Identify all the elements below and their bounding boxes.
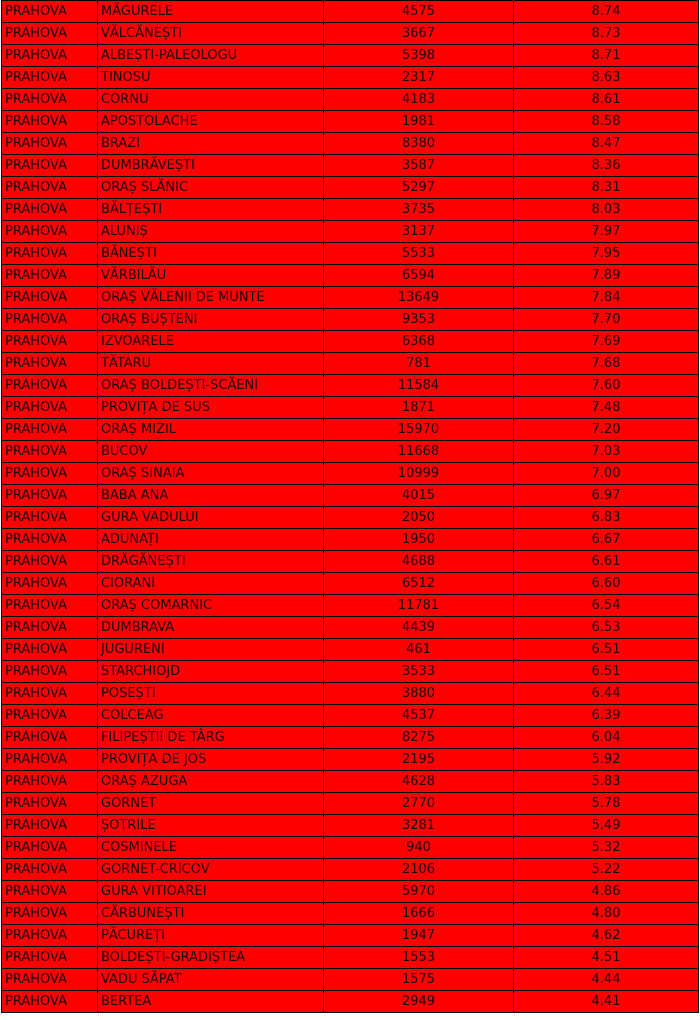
population-cell[interactable]: 2195 xyxy=(324,749,514,771)
locality-cell[interactable]: FILIPEȘTII DE TÂRG xyxy=(98,727,324,749)
county-cell[interactable]: PRAHOVA xyxy=(2,749,98,771)
county-cell[interactable]: PRAHOVA xyxy=(2,265,98,287)
table-row xyxy=(2,859,699,881)
rate-cell[interactable]: 6.97 xyxy=(514,485,699,507)
county-cell[interactable]: PRAHOVA xyxy=(2,199,98,221)
county-cell[interactable]: PRAHOVA xyxy=(2,771,98,793)
locality-cell[interactable]: ORAȘ BOLDEȘTI-SCĂENI xyxy=(98,375,324,397)
rate-cell[interactable]: 5.32 xyxy=(514,837,699,859)
population-cell[interactable]: 2050 xyxy=(324,507,514,529)
county-cell[interactable]: PRAHOVA xyxy=(2,815,98,837)
table-row xyxy=(2,573,699,595)
locality-cell[interactable]: PROVIȚA DE SUS xyxy=(98,397,324,419)
population-cell[interactable]: 3137 xyxy=(324,221,514,243)
population-cell[interactable]: 5398 xyxy=(324,45,514,67)
table-row xyxy=(2,485,699,507)
rate-cell[interactable]: 8.63 xyxy=(514,67,699,89)
rate-cell[interactable]: 8.36 xyxy=(514,155,699,177)
population-cell[interactable]: 8275 xyxy=(324,727,514,749)
rate-cell[interactable]: 5.83 xyxy=(514,771,699,793)
locality-cell[interactable]: BUCOV xyxy=(98,441,324,463)
county-cell[interactable]: PRAHOVA xyxy=(2,661,98,683)
rate-cell[interactable]: 7.00 xyxy=(514,463,699,485)
county-cell[interactable]: PRAHOVA xyxy=(2,45,98,67)
locality-cell[interactable]: ORAȘ VĂLENII DE MUNTE xyxy=(98,287,324,309)
table-row xyxy=(2,749,699,771)
table-row xyxy=(2,243,699,265)
locality-cell[interactable]: ORAȘ COMARNIC xyxy=(98,595,324,617)
locality-cell[interactable]: STARCHIOJD xyxy=(98,661,324,683)
table-row xyxy=(2,617,699,639)
rate-cell[interactable]: 7.48 xyxy=(514,397,699,419)
table-row xyxy=(2,23,699,45)
county-cell[interactable]: PRAHOVA xyxy=(2,133,98,155)
rate-cell[interactable]: 7.70 xyxy=(514,309,699,331)
county-cell[interactable]: PRAHOVA xyxy=(2,991,98,1013)
county-cell[interactable]: PRAHOVA xyxy=(2,573,98,595)
rate-cell[interactable]: 6.67 xyxy=(514,529,699,551)
county-cell[interactable]: PRAHOVA xyxy=(2,683,98,705)
locality-cell[interactable]: ORAȘ SINAIA xyxy=(98,463,324,485)
rate-cell[interactable]: 7.60 xyxy=(514,375,699,397)
rate-cell[interactable]: 7.69 xyxy=(514,331,699,353)
population-cell[interactable]: 11781 xyxy=(324,595,514,617)
population-cell[interactable]: 5970 xyxy=(324,881,514,903)
table-row xyxy=(2,155,699,177)
county-cell[interactable]: PRAHOVA xyxy=(2,727,98,749)
county-cell[interactable]: PRAHOVA xyxy=(2,331,98,353)
county-cell[interactable]: PRAHOVA xyxy=(2,881,98,903)
locality-cell[interactable]: ORAȘ MIZIL xyxy=(98,419,324,441)
population-cell[interactable]: 1575 xyxy=(324,969,514,991)
table-row xyxy=(2,89,699,111)
population-cell[interactable]: 3667 xyxy=(324,23,514,45)
rate-cell[interactable]: 4.80 xyxy=(514,903,699,925)
county-cell[interactable]: PRAHOVA xyxy=(2,595,98,617)
table-row xyxy=(2,683,699,705)
table-row xyxy=(2,309,699,331)
population-cell[interactable]: 3587 xyxy=(324,155,514,177)
county-cell[interactable]: PRAHOVA xyxy=(2,529,98,551)
county-cell[interactable]: PRAHOVA xyxy=(2,397,98,419)
locality-cell[interactable]: BĂLȚEȘTI xyxy=(98,199,324,221)
rate-cell[interactable]: 8.73 xyxy=(514,23,699,45)
population-cell[interactable]: 3735 xyxy=(324,199,514,221)
rate-cell[interactable]: 8.74 xyxy=(514,1,699,23)
locality-cell[interactable]: CORNU xyxy=(98,89,324,111)
locality-cell[interactable]: TINOSU xyxy=(98,67,324,89)
rate-cell[interactable]: 4.41 xyxy=(514,991,699,1013)
locality-cell[interactable]: ORAȘ AZUGA xyxy=(98,771,324,793)
table-row xyxy=(2,903,699,925)
population-cell[interactable]: 2106 xyxy=(324,859,514,881)
table-row xyxy=(2,881,699,903)
population-cell[interactable]: 3281 xyxy=(324,815,514,837)
table-row xyxy=(2,287,699,309)
county-cell[interactable]: PRAHOVA xyxy=(2,89,98,111)
locality-cell[interactable]: PĂCUREȚI xyxy=(98,925,324,947)
locality-cell[interactable]: VADU SĂPAT xyxy=(98,969,324,991)
locality-cell[interactable]: COLCEAG xyxy=(98,705,324,727)
locality-cell[interactable]: BERTEA xyxy=(98,991,324,1013)
rate-cell[interactable]: 6.54 xyxy=(514,595,699,617)
locality-cell[interactable]: TĂTARU xyxy=(98,353,324,375)
locality-cell[interactable]: JUGURENI xyxy=(98,639,324,661)
table-row xyxy=(2,111,699,133)
table-row xyxy=(2,45,699,67)
population-cell[interactable]: 781 xyxy=(324,353,514,375)
rate-cell[interactable]: 5.49 xyxy=(514,815,699,837)
table-row xyxy=(2,595,699,617)
population-cell[interactable]: 6512 xyxy=(324,573,514,595)
table-row xyxy=(2,463,699,485)
table-row xyxy=(2,507,699,529)
table-row xyxy=(2,771,699,793)
table-row xyxy=(2,265,699,287)
locality-cell[interactable]: DUMBRĂVEȘTI xyxy=(98,155,324,177)
county-cell[interactable]: PRAHOVA xyxy=(2,375,98,397)
table-row xyxy=(2,969,699,991)
county-cell[interactable]: PRAHOVA xyxy=(2,1,98,23)
county-cell[interactable]: PRAHOVA xyxy=(2,639,98,661)
county-cell[interactable]: PRAHOVA xyxy=(2,969,98,991)
data-table xyxy=(1,0,699,1013)
rate-cell[interactable]: 7.89 xyxy=(514,265,699,287)
population-cell[interactable]: 4015 xyxy=(324,485,514,507)
table-body xyxy=(2,1,699,1013)
population-cell[interactable]: 10999 xyxy=(324,463,514,485)
table-row xyxy=(2,1,699,23)
locality-cell[interactable]: CĂRBUNEȘTI xyxy=(98,903,324,925)
population-cell[interactable]: 4628 xyxy=(324,771,514,793)
population-cell[interactable]: 4439 xyxy=(324,617,514,639)
county-cell[interactable]: PRAHOVA xyxy=(2,793,98,815)
rate-cell[interactable]: 8.61 xyxy=(514,89,699,111)
county-cell[interactable]: PRAHOVA xyxy=(2,837,98,859)
population-cell[interactable]: 2317 xyxy=(324,67,514,89)
county-cell[interactable]: PRAHOVA xyxy=(2,287,98,309)
table-row xyxy=(2,419,699,441)
locality-cell[interactable]: DUMBRAVA xyxy=(98,617,324,639)
population-cell[interactable]: 1553 xyxy=(324,947,514,969)
county-cell[interactable]: PRAHOVA xyxy=(2,419,98,441)
table-row xyxy=(2,331,699,353)
county-cell[interactable]: PRAHOVA xyxy=(2,155,98,177)
county-cell[interactable]: PRAHOVA xyxy=(2,947,98,969)
rate-cell[interactable]: 8.47 xyxy=(514,133,699,155)
population-cell[interactable]: 8380 xyxy=(324,133,514,155)
population-cell[interactable]: 4575 xyxy=(324,1,514,23)
rate-cell[interactable]: 4.44 xyxy=(514,969,699,991)
population-cell[interactable]: 1950 xyxy=(324,529,514,551)
locality-cell[interactable]: POSEȘTI xyxy=(98,683,324,705)
locality-cell[interactable]: ADUNAȚI xyxy=(98,529,324,551)
rate-cell[interactable]: 5.78 xyxy=(514,793,699,815)
county-cell[interactable]: PRAHOVA xyxy=(2,463,98,485)
population-cell[interactable]: 6594 xyxy=(324,265,514,287)
table-row xyxy=(2,133,699,155)
rate-cell[interactable]: 6.44 xyxy=(514,683,699,705)
table-row xyxy=(2,375,699,397)
population-cell[interactable]: 4688 xyxy=(324,551,514,573)
population-cell[interactable]: 461 xyxy=(324,639,514,661)
population-cell[interactable]: 1981 xyxy=(324,111,514,133)
locality-cell[interactable]: IZVOARELE xyxy=(98,331,324,353)
table-row xyxy=(2,793,699,815)
county-cell[interactable]: PRAHOVA xyxy=(2,309,98,331)
county-cell[interactable]: PRAHOVA xyxy=(2,23,98,45)
population-cell[interactable]: 4537 xyxy=(324,705,514,727)
rate-cell[interactable]: 7.03 xyxy=(514,441,699,463)
rate-cell[interactable]: 8.31 xyxy=(514,177,699,199)
rate-cell[interactable]: 7.68 xyxy=(514,353,699,375)
table-row xyxy=(2,551,699,573)
county-cell[interactable]: PRAHOVA xyxy=(2,67,98,89)
locality-cell[interactable]: GORNET xyxy=(98,793,324,815)
population-cell[interactable]: 5297 xyxy=(324,177,514,199)
rate-cell[interactable]: 6.53 xyxy=(514,617,699,639)
county-cell[interactable]: PRAHOVA xyxy=(2,925,98,947)
table-row xyxy=(2,67,699,89)
county-cell[interactable]: PRAHOVA xyxy=(2,441,98,463)
locality-cell[interactable]: ORAȘ BUȘTENI xyxy=(98,309,324,331)
rate-cell[interactable]: 4.86 xyxy=(514,881,699,903)
rate-cell[interactable]: 6.83 xyxy=(514,507,699,529)
rate-cell[interactable]: 5.22 xyxy=(514,859,699,881)
locality-cell[interactable]: VĂRBILĂU xyxy=(98,265,324,287)
locality-cell[interactable]: GORNET-CRICOV xyxy=(98,859,324,881)
table-row xyxy=(2,441,699,463)
county-cell[interactable]: PRAHOVA xyxy=(2,485,98,507)
population-cell[interactable]: 13649 xyxy=(324,287,514,309)
table-row xyxy=(2,991,699,1013)
rate-cell[interactable]: 8.71 xyxy=(514,45,699,67)
locality-cell[interactable]: ALUNIȘ xyxy=(98,221,324,243)
rate-cell[interactable]: 5.92 xyxy=(514,749,699,771)
table-row xyxy=(2,529,699,551)
locality-cell[interactable]: ALBEȘTI-PALEOLOGU xyxy=(98,45,324,67)
county-cell[interactable]: PRAHOVA xyxy=(2,705,98,727)
locality-cell[interactable]: BRAZI xyxy=(98,133,324,155)
county-cell[interactable]: PRAHOVA xyxy=(2,507,98,529)
table-row xyxy=(2,837,699,859)
table-row xyxy=(2,397,699,419)
locality-cell[interactable]: GURA VADULUI xyxy=(98,507,324,529)
county-cell[interactable]: PRAHOVA xyxy=(2,221,98,243)
rate-cell[interactable]: 7.97 xyxy=(514,221,699,243)
population-cell[interactable]: 11668 xyxy=(324,441,514,463)
table-row xyxy=(2,199,699,221)
locality-cell[interactable]: BABA ANA xyxy=(98,485,324,507)
rate-cell[interactable]: 7.84 xyxy=(514,287,699,309)
rate-cell[interactable]: 8.58 xyxy=(514,111,699,133)
rate-cell[interactable]: 4.62 xyxy=(514,925,699,947)
locality-cell[interactable]: GURA VITIOAREI xyxy=(98,881,324,903)
table-row xyxy=(2,639,699,661)
population-cell[interactable]: 3533 xyxy=(324,661,514,683)
rate-cell[interactable]: 7.20 xyxy=(514,419,699,441)
table-row xyxy=(2,925,699,947)
table-row xyxy=(2,947,699,969)
locality-cell[interactable]: COSMINELE xyxy=(98,837,324,859)
population-cell[interactable]: 15970 xyxy=(324,419,514,441)
county-cell[interactable]: PRAHOVA xyxy=(2,617,98,639)
table-row xyxy=(2,661,699,683)
rate-cell[interactable]: 4.51 xyxy=(514,947,699,969)
county-cell[interactable]: PRAHOVA xyxy=(2,903,98,925)
population-cell[interactable]: 2949 xyxy=(324,991,514,1013)
locality-cell[interactable]: VĂLCĂNEȘTI xyxy=(98,23,324,45)
table-row xyxy=(2,705,699,727)
locality-cell[interactable]: ORAȘ SLĂNIC xyxy=(98,177,324,199)
table-row xyxy=(2,727,699,749)
rate-cell[interactable]: 6.60 xyxy=(514,573,699,595)
rate-cell[interactable]: 6.04 xyxy=(514,727,699,749)
population-cell[interactable]: 1666 xyxy=(324,903,514,925)
population-cell[interactable]: 1947 xyxy=(324,925,514,947)
population-cell[interactable]: 4183 xyxy=(324,89,514,111)
county-cell[interactable]: PRAHOVA xyxy=(2,353,98,375)
population-cell[interactable]: 2770 xyxy=(324,793,514,815)
locality-cell[interactable]: BOLDEȘTI-GRADIȘTEA xyxy=(98,947,324,969)
table-row xyxy=(2,815,699,837)
rate-cell[interactable]: 6.51 xyxy=(514,661,699,683)
population-cell[interactable]: 940 xyxy=(324,837,514,859)
population-cell[interactable]: 9353 xyxy=(324,309,514,331)
locality-cell[interactable]: MĂGURELE xyxy=(98,1,324,23)
population-cell[interactable]: 3880 xyxy=(324,683,514,705)
county-cell[interactable]: PRAHOVA xyxy=(2,551,98,573)
locality-cell[interactable]: BĂNEȘTI xyxy=(98,243,324,265)
locality-cell[interactable]: DRĂGĂNEȘTI xyxy=(98,551,324,573)
table-row xyxy=(2,177,699,199)
table-row xyxy=(2,221,699,243)
locality-cell[interactable]: APOSTOLACHE xyxy=(98,111,324,133)
county-cell[interactable]: PRAHOVA xyxy=(2,111,98,133)
rate-cell[interactable]: 8.03 xyxy=(514,199,699,221)
population-cell[interactable]: 1871 xyxy=(324,397,514,419)
population-cell[interactable]: 5533 xyxy=(324,243,514,265)
table-row xyxy=(2,353,699,375)
population-cell[interactable]: 6368 xyxy=(324,331,514,353)
rate-cell[interactable]: 6.39 xyxy=(514,705,699,727)
county-cell[interactable]: PRAHOVA xyxy=(2,177,98,199)
rate-cell[interactable]: 6.51 xyxy=(514,639,699,661)
population-cell[interactable]: 11584 xyxy=(324,375,514,397)
county-cell[interactable]: PRAHOVA xyxy=(2,859,98,881)
locality-cell[interactable]: CIORANI xyxy=(98,573,324,595)
rate-cell[interactable]: 7.95 xyxy=(514,243,699,265)
county-cell[interactable]: PRAHOVA xyxy=(2,243,98,265)
locality-cell[interactable]: PROVIȚA DE JOS xyxy=(98,749,324,771)
rate-cell[interactable]: 6.61 xyxy=(514,551,699,573)
locality-cell[interactable]: ȘOTRILE xyxy=(98,815,324,837)
